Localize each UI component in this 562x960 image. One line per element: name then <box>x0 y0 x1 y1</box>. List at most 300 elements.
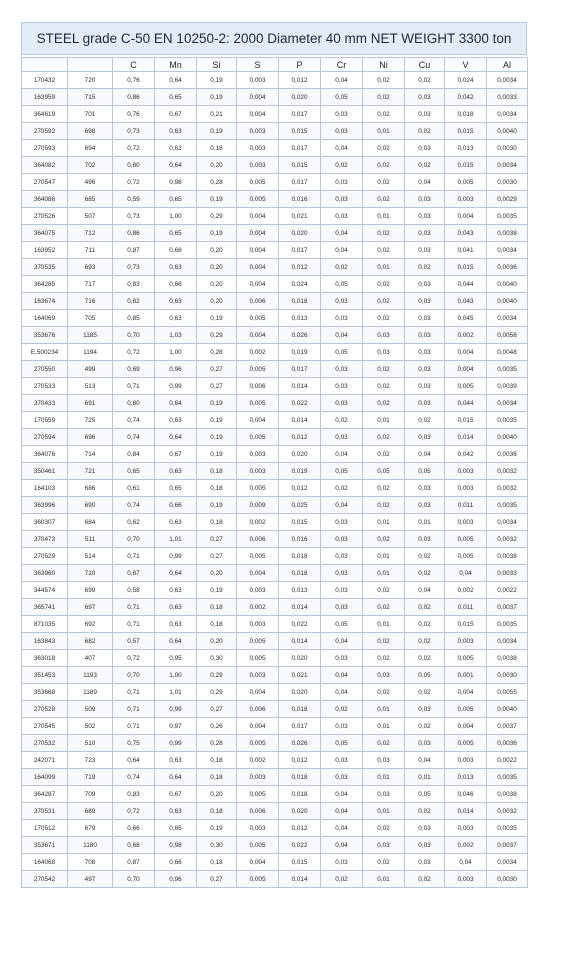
table-cell: 0,19 <box>197 412 237 429</box>
table-cell: 714 <box>68 446 113 463</box>
table-cell: 0,02 <box>363 191 405 208</box>
table-cell: 0,0032 <box>487 480 528 497</box>
table-cell: 0,019 <box>279 463 321 480</box>
table-cell: 0,03 <box>321 361 363 378</box>
table-cell: 0,64 <box>155 72 197 89</box>
table-cell: 0,30 <box>197 837 237 854</box>
table-cell: 0,87 <box>113 854 155 871</box>
table-cell: 0,71 <box>113 701 155 718</box>
table-cell: 0,63 <box>155 752 197 769</box>
table-cell: 353671 <box>22 837 68 854</box>
table-cell: 0,87 <box>113 242 155 259</box>
table-cell: 0,006 <box>237 378 279 395</box>
table-cell: 0,27 <box>197 361 237 378</box>
table-cell: 0,66 <box>113 820 155 837</box>
table-cell: 163952 <box>22 242 68 259</box>
table-cell: 0,005 <box>445 378 487 395</box>
table-cell: 0,0036 <box>487 259 528 276</box>
table-cell: 0,015 <box>445 259 487 276</box>
table-cell: 0,0034 <box>487 854 528 871</box>
table-cell: 0,02 <box>405 718 445 735</box>
table-cell: 0,03 <box>405 361 445 378</box>
table-cell: 364285 <box>22 276 68 293</box>
table-cell: 0,86 <box>113 225 155 242</box>
table-cell: 710 <box>68 565 113 582</box>
table-cell: 0,67 <box>155 446 197 463</box>
table-cell: 511 <box>68 531 113 548</box>
table-cell: 0,020 <box>279 89 321 106</box>
column-header: Ni <box>363 58 405 72</box>
table-cell: 0,03 <box>321 378 363 395</box>
table-row <box>22 463 528 480</box>
table-cell: 0,05 <box>321 344 363 361</box>
table-row <box>22 310 528 327</box>
table-cell: 0,72 <box>113 140 155 157</box>
table-cell: 0,03 <box>405 89 445 106</box>
table-cell: 0,002 <box>237 514 279 531</box>
table-row <box>22 514 528 531</box>
table-cell: 0,0055 <box>487 684 528 701</box>
table-cell: 0,29 <box>197 667 237 684</box>
table-cell: 0,02 <box>363 446 405 463</box>
table-cell: 0,04 <box>405 174 445 191</box>
table-cell: 0,014 <box>445 429 487 446</box>
table-cell: 0,012 <box>279 429 321 446</box>
table-row <box>22 378 528 395</box>
table-cell: 170432 <box>22 72 68 89</box>
table-cell: 0,04 <box>321 684 363 701</box>
table-cell: 0,022 <box>279 395 321 412</box>
table-cell: 708 <box>68 854 113 871</box>
table-cell: 270533 <box>22 378 68 395</box>
table-cell: 0,63 <box>155 803 197 820</box>
table-cell: 0,04 <box>321 633 363 650</box>
table-cell: 0,04 <box>321 803 363 820</box>
table-cell: 514 <box>68 548 113 565</box>
table-row <box>22 531 528 548</box>
table-cell: 0,82 <box>113 293 155 310</box>
table-row <box>22 769 528 786</box>
table-cell: 715 <box>68 89 113 106</box>
table-cell: 1180 <box>68 837 113 854</box>
table-cell: 270529 <box>22 548 68 565</box>
table-row <box>22 820 528 837</box>
table-cell: 0,020 <box>279 684 321 701</box>
table-cell: 0,03 <box>363 667 405 684</box>
table-cell: 0,0030 <box>487 667 528 684</box>
table-cell: 0,04 <box>321 786 363 803</box>
table-cell: 0,014 <box>279 633 321 650</box>
table-cell: 0,003 <box>237 157 279 174</box>
table-cell: 0,02 <box>321 480 363 497</box>
table-cell: 0,02 <box>405 650 445 667</box>
table-cell: 0,0035 <box>487 820 528 837</box>
table-cell: 365741 <box>22 599 68 616</box>
table-cell: 0,014 <box>279 412 321 429</box>
table-cell: 0,0038 <box>487 650 528 667</box>
table-cell: 0,02 <box>363 242 405 259</box>
table-cell: 0,05 <box>321 616 363 633</box>
table-cell: 0,80 <box>113 157 155 174</box>
table-cell: 0,73 <box>113 123 155 140</box>
table-cell: 0,024 <box>445 72 487 89</box>
table-row <box>22 599 528 616</box>
table-cell: 0,02 <box>363 276 405 293</box>
table-body <box>22 72 528 888</box>
table-cell: E.500234 <box>22 344 68 361</box>
table-cell: 0,020 <box>279 803 321 820</box>
table-row <box>22 548 528 565</box>
table-cell: 0,0035 <box>487 769 528 786</box>
table-row <box>22 123 528 140</box>
table-cell: 0,0034 <box>487 72 528 89</box>
table-cell: 716 <box>68 293 113 310</box>
table-cell: 0,0030 <box>487 140 528 157</box>
table-cell: 0,20 <box>197 633 237 650</box>
table-cell: 0,005 <box>445 174 487 191</box>
table-cell: 690 <box>68 497 113 514</box>
table-cell: 0,71 <box>113 616 155 633</box>
table-row <box>22 293 528 310</box>
table-cell: 0,03 <box>405 701 445 718</box>
table-cell: 0,02 <box>363 684 405 701</box>
table-cell: 0,004 <box>237 327 279 344</box>
table-cell: 513 <box>68 378 113 395</box>
table-cell: 0,20 <box>197 157 237 174</box>
table-cell: 0,004 <box>445 361 487 378</box>
table-cell: 0,018 <box>279 293 321 310</box>
table-cell: 0,015 <box>445 616 487 633</box>
table-cell: 0,003 <box>445 820 487 837</box>
table-cell: 0,003 <box>237 446 279 463</box>
table-cell: 164068 <box>22 854 68 871</box>
table-cell: 0,20 <box>197 565 237 582</box>
table-cell: 1185 <box>68 327 113 344</box>
table-cell: 0,66 <box>155 276 197 293</box>
table-cell: 363018 <box>22 650 68 667</box>
table-cell: 0,62 <box>155 140 197 157</box>
table-cell: 270593 <box>22 140 68 157</box>
table-cell: 351453 <box>22 667 68 684</box>
table-cell: 0,01 <box>363 871 405 888</box>
table-cell: 0,0037 <box>487 837 528 854</box>
table-cell: 0,005 <box>445 701 487 718</box>
table-cell: 0,015 <box>445 157 487 174</box>
table-cell: 350461 <box>22 463 68 480</box>
table-cell: 0,03 <box>321 514 363 531</box>
table-row <box>22 72 528 89</box>
table-row <box>22 429 528 446</box>
table-cell: 270592 <box>22 123 68 140</box>
table-cell: 0,28 <box>197 735 237 752</box>
table-cell: 0,003 <box>445 463 487 480</box>
table-cell: 353668 <box>22 684 68 701</box>
table-cell: 0,05 <box>321 89 363 106</box>
table-cell: 0,017 <box>279 106 321 123</box>
table-cell: 0,27 <box>197 531 237 548</box>
table-cell: 0,02 <box>363 157 405 174</box>
table-cell: 0,03 <box>321 854 363 871</box>
table-cell: 0,018 <box>279 701 321 718</box>
table-cell: 0,61 <box>113 480 155 497</box>
table-cell: 1194 <box>68 344 113 361</box>
table-cell: 496 <box>68 174 113 191</box>
table-cell: 0,02 <box>363 599 405 616</box>
table-cell: 692 <box>68 616 113 633</box>
table-cell: 0,0033 <box>487 565 528 582</box>
table-cell: 0,043 <box>445 225 487 242</box>
table-cell: 0,021 <box>279 208 321 225</box>
table-cell: 509 <box>68 701 113 718</box>
table-cell: 723 <box>68 752 113 769</box>
table-cell: 0,62 <box>113 514 155 531</box>
table-cell: 696 <box>68 429 113 446</box>
table-cell: 0,20 <box>197 293 237 310</box>
table-cell: 0,70 <box>113 871 155 888</box>
table-cell: 0,27 <box>197 701 237 718</box>
table-cell: 0,017 <box>279 242 321 259</box>
table-cell: 0,004 <box>445 684 487 701</box>
table-cell: 0,012 <box>279 480 321 497</box>
table-cell: 0,74 <box>113 769 155 786</box>
table-cell: 0,03 <box>321 123 363 140</box>
table-cell: 0,64 <box>155 633 197 650</box>
table-cell: 0,005 <box>237 174 279 191</box>
table-cell: 0,02 <box>405 871 445 888</box>
table-cell: 0,04 <box>445 565 487 582</box>
table-cell: 0,02 <box>363 650 405 667</box>
table-cell: 364082 <box>22 157 68 174</box>
table-cell: 0,013 <box>445 769 487 786</box>
table-cell: 0,04 <box>321 446 363 463</box>
table-cell: 0,63 <box>155 123 197 140</box>
table-cell: 0,0034 <box>487 395 528 412</box>
table-cell: 0,64 <box>155 769 197 786</box>
table-cell: 0,004 <box>237 242 279 259</box>
table-cell: 0,009 <box>237 497 279 514</box>
table-cell: 0,005 <box>237 429 279 446</box>
table-cell: 0,19 <box>197 820 237 837</box>
table-cell: 0,96 <box>155 361 197 378</box>
table-cell: 721 <box>68 463 113 480</box>
table-cell: 0,02 <box>363 429 405 446</box>
table-cell: 0,63 <box>155 463 197 480</box>
table-cell: 720 <box>68 72 113 89</box>
table-cell: 0,01 <box>405 514 445 531</box>
table-cell: 0,04 <box>321 327 363 344</box>
table-cell: 0,98 <box>155 837 197 854</box>
table-row <box>22 718 528 735</box>
table-cell: 0,003 <box>445 752 487 769</box>
table-cell: 719 <box>68 769 113 786</box>
table-cell: 0,63 <box>155 293 197 310</box>
table-cell: 353676 <box>22 327 68 344</box>
table-cell: 0,041 <box>445 242 487 259</box>
table-cell: 0,0030 <box>487 871 528 888</box>
table-cell: 0,01 <box>363 412 405 429</box>
table-cell: 0,022 <box>279 837 321 854</box>
table-cell: 0,05 <box>405 463 445 480</box>
table-cell: 0,0032 <box>487 531 528 548</box>
table-row <box>22 701 528 718</box>
table-row <box>22 395 528 412</box>
table-cell: 0,0038 <box>487 225 528 242</box>
table-cell: 0,011 <box>445 497 487 514</box>
table-cell: 0,87 <box>113 565 155 582</box>
table-cell: 0,005 <box>237 735 279 752</box>
table-cell: 0,02 <box>363 174 405 191</box>
table-cell: 0,21 <box>197 106 237 123</box>
table-cell: 0,03 <box>321 548 363 565</box>
table-cell: 0,0034 <box>487 106 528 123</box>
table-row <box>22 208 528 225</box>
table-cell: 0,70 <box>113 667 155 684</box>
table-cell: 0,03 <box>405 140 445 157</box>
table-cell: 0,03 <box>321 582 363 599</box>
table-cell: 0,01 <box>363 616 405 633</box>
table-cell: 0,02 <box>405 803 445 820</box>
table-cell: 0,006 <box>237 531 279 548</box>
table-row <box>22 344 528 361</box>
table-cell: 0,003 <box>237 820 279 837</box>
table-cell: 0,03 <box>405 191 445 208</box>
table-cell: 0,19 <box>197 582 237 599</box>
table-cell: 0,18 <box>197 616 237 633</box>
table-cell: 0,003 <box>445 633 487 650</box>
table-cell: 0,004 <box>237 718 279 735</box>
table-cell: 711 <box>68 242 113 259</box>
table-cell: 0,03 <box>405 837 445 854</box>
table-cell: 0,03 <box>363 752 405 769</box>
table-cell: 0,03 <box>405 395 445 412</box>
table-cell: 0,018 <box>279 548 321 565</box>
table-cell: 0,002 <box>445 582 487 599</box>
table-cell: 0,045 <box>445 310 487 327</box>
table-cell: 0,20 <box>197 259 237 276</box>
table-cell: 0,01 <box>363 208 405 225</box>
table-cell: 0,01 <box>363 259 405 276</box>
table-cell: 0,67 <box>155 106 197 123</box>
table-cell: 0,74 <box>113 429 155 446</box>
table-row <box>22 140 528 157</box>
table-row <box>22 854 528 871</box>
table-cell: 0,29 <box>197 208 237 225</box>
table-cell: 0,003 <box>237 140 279 157</box>
table-cell: 0,72 <box>113 803 155 820</box>
table-cell: 0,19 <box>197 446 237 463</box>
table-cell: 0,20 <box>197 242 237 259</box>
table-cell: 0,001 <box>445 667 487 684</box>
table-cell: 0,0022 <box>487 582 528 599</box>
table-cell: 0,69 <box>113 361 155 378</box>
table-cell: 0,016 <box>279 191 321 208</box>
table-cell: 0,18 <box>197 514 237 531</box>
table-cell: 0,021 <box>279 667 321 684</box>
table-cell: 0,003 <box>445 480 487 497</box>
table-cell: 0,005 <box>237 191 279 208</box>
table-cell: 0,03 <box>405 327 445 344</box>
table-cell: 0,05 <box>321 735 363 752</box>
table-cell: 702 <box>68 157 113 174</box>
table-cell: 164103 <box>22 480 68 497</box>
table-cell: 270526 <box>22 208 68 225</box>
table-cell: 0,005 <box>237 633 279 650</box>
table-cell: 0,26 <box>197 718 237 735</box>
table-row <box>22 89 528 106</box>
table-cell: 270542 <box>22 871 68 888</box>
table-cell: 0,02 <box>363 497 405 514</box>
table-cell: 0,026 <box>279 327 321 344</box>
table-cell: 370433 <box>22 395 68 412</box>
table-cell: 0,006 <box>237 803 279 820</box>
table-cell: 0,018 <box>279 786 321 803</box>
table-cell: 0,76 <box>113 72 155 89</box>
table-cell: 0,18 <box>197 599 237 616</box>
table-cell: 0,0036 <box>487 735 528 752</box>
table-cell: 0,63 <box>155 616 197 633</box>
table-row <box>22 276 528 293</box>
table-cell: 0,01 <box>363 548 405 565</box>
table-cell: 0,96 <box>155 871 197 888</box>
table-cell: 0,025 <box>279 497 321 514</box>
table-cell: 0,004 <box>445 208 487 225</box>
table-cell: 0,005 <box>445 531 487 548</box>
table-cell: 0,73 <box>113 259 155 276</box>
table-cell: 0,005 <box>237 871 279 888</box>
sheet-title: STEEL grade C-50 EN 10250-2: 2000 Diameter 40 mm NET WEIGHT 3300 ton <box>21 22 527 55</box>
table-cell: 163959 <box>22 89 68 106</box>
table-cell: 0,04 <box>321 667 363 684</box>
table-cell: 0,03 <box>321 293 363 310</box>
table-cell: 0,004 <box>237 854 279 871</box>
table-cell: 0,0039 <box>487 378 528 395</box>
table-cell: 0,97 <box>155 718 197 735</box>
table-cell: 0,02 <box>405 684 445 701</box>
table-cell: 497 <box>68 871 113 888</box>
table-cell: 0,03 <box>405 497 445 514</box>
table-cell: 0,02 <box>321 259 363 276</box>
table-cell: 0,003 <box>237 463 279 480</box>
table-cell: 364076 <box>22 446 68 463</box>
table-cell: 0,002 <box>445 837 487 854</box>
table-cell: 407 <box>68 650 113 667</box>
table-cell: 0,01 <box>363 769 405 786</box>
table-cell: 370535 <box>22 259 68 276</box>
table-cell: 1,00 <box>155 667 197 684</box>
table-cell: 0,01 <box>363 514 405 531</box>
table-cell: 0,05 <box>363 463 405 480</box>
table-cell: 0,02 <box>363 633 405 650</box>
table-cell: 0,03 <box>321 174 363 191</box>
table-row <box>22 837 528 854</box>
table-cell: 0,04 <box>405 446 445 463</box>
table-cell: 0,0037 <box>487 599 528 616</box>
table-cell: 0,003 <box>237 72 279 89</box>
table-cell: 0,63 <box>155 514 197 531</box>
table-cell: 0,30 <box>197 650 237 667</box>
table-cell: 685 <box>68 191 113 208</box>
table-cell: 0,64 <box>155 395 197 412</box>
table-row <box>22 633 528 650</box>
table-cell: 0,017 <box>279 361 321 378</box>
table-cell: 693 <box>68 259 113 276</box>
table-cell: 0,02 <box>405 616 445 633</box>
table-cell: 0,020 <box>279 446 321 463</box>
table-cell: 0,03 <box>321 565 363 582</box>
table-cell: 0,99 <box>155 735 197 752</box>
table-cell: 0,27 <box>197 871 237 888</box>
table-cell: 0,70 <box>113 327 155 344</box>
